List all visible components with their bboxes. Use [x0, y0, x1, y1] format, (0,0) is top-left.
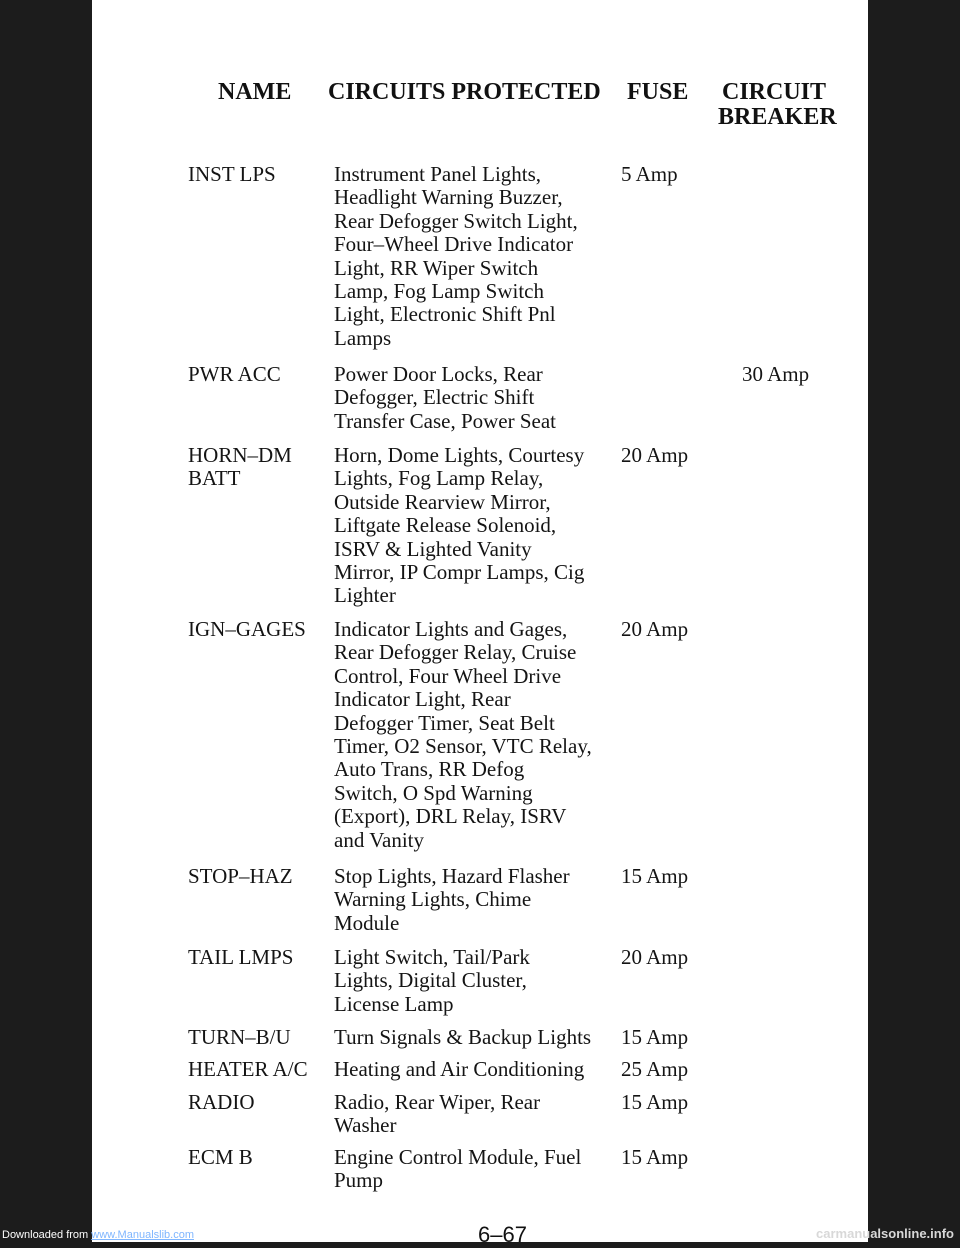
- row-circuits-protected: [334, 1091, 608, 1138]
- header-circuit-breaker-line1: CIRCUIT: [721, 79, 826, 105]
- row-circuits-protected: [334, 1146, 608, 1193]
- footer-suffix: manuals search engine: [197, 1229, 311, 1241]
- row-circuits-line: Defogger Timer, Seat Belt: [334, 710, 555, 735]
- row-name: [188, 1058, 328, 1081]
- row-circuits-protected: [334, 1026, 608, 1049]
- row-fuse: 20 Amp: [621, 443, 689, 467]
- row-name: [188, 444, 328, 491]
- footer-prefix: Downloaded from: [2, 1229, 89, 1241]
- row-circuits-line: Light, Electronic Shift Pnl: [334, 302, 556, 327]
- row-circuits-line: Headlight Warning Buzzer,: [334, 185, 563, 210]
- row-circuits-line: Rear Defogger Switch Light,: [334, 208, 578, 233]
- row-name-line: HORN–DM: [188, 443, 292, 467]
- row-circuits-protected: [334, 363, 608, 433]
- row-circuits-line: ISRV & Lighted Vanity: [334, 536, 532, 561]
- row-circuits-line: Warning Lights, Chime: [334, 887, 532, 912]
- row-name-line: TURN–B/U: [188, 1025, 291, 1049]
- row-circuits-line: Control, Four Wheel Drive: [334, 663, 562, 688]
- row-circuits-line: Radio, Rear Wiper, Rear: [334, 1090, 541, 1114]
- row-circuits-line: Lights, Fog Lamp Relay,: [334, 466, 544, 491]
- row-name: [188, 363, 328, 386]
- row-circuits-line: Light, RR Wiper Switch: [334, 255, 539, 280]
- row-circuits-protected: [334, 1058, 608, 1081]
- row-name: [188, 946, 328, 969]
- row-circuits-protected: [334, 865, 608, 935]
- row-fuse: 20 Amp: [621, 945, 689, 969]
- row-fuse: 25 Amp: [621, 1057, 689, 1081]
- row-circuits-line: Engine Control Module, Fuel: [334, 1145, 582, 1169]
- row-circuits-protected: [334, 946, 608, 1016]
- row-circuits-line: Heating and Air Conditioning: [334, 1057, 585, 1081]
- row-circuits-line: Transfer Case, Power Seat: [334, 408, 557, 433]
- row-circuits-line: Lights, Digital Cluster,: [334, 968, 527, 993]
- row-name: [188, 1146, 328, 1169]
- download-footer: [2, 1229, 311, 1241]
- row-circuits-line: Auto Trans, RR Defog: [334, 757, 525, 782]
- row-circuits-line: Mirror, IP Compr Lamps, Cig: [334, 560, 585, 585]
- row-name: [188, 618, 328, 641]
- row-name-line: IGN–GAGES: [188, 617, 306, 641]
- row-fuse: 15 Amp: [621, 864, 689, 888]
- row-circuits-line: License Lamp: [334, 991, 454, 1016]
- row-circuits-line: Pump: [334, 1168, 384, 1193]
- row-circuits-line: (Export), DRL Relay, ISRV: [334, 804, 567, 829]
- row-name-line: INST LPS: [188, 162, 276, 186]
- row-circuits-line: Power Door Locks, Rear: [334, 362, 543, 386]
- row-circuits-line: Liftgate Release Solenoid,: [334, 513, 557, 538]
- row-name-line: STOP–HAZ: [188, 864, 293, 888]
- row-circuits-protected: [334, 163, 608, 350]
- row-circuits-protected: [334, 444, 608, 608]
- header-fuse: FUSE: [627, 79, 689, 105]
- header-circuit-breaker-line2: BREAKER: [718, 104, 837, 130]
- row-circuits-line: Outside Rearview Mirror,: [334, 489, 551, 514]
- row-circuits-line: Lamps: [334, 325, 392, 350]
- row-name-line: TAIL LMPS: [188, 945, 294, 969]
- watermark: carmanualsonline.info: [816, 1226, 954, 1241]
- row-circuits-line: and Vanity: [334, 827, 425, 852]
- row-name: [188, 1026, 328, 1049]
- row-circuits-line: Indicator Light, Rear: [334, 687, 511, 712]
- row-circuits-line: Turn Signals & Backup Lights: [334, 1025, 592, 1049]
- row-circuits-line: Module: [334, 910, 400, 935]
- row-name: [188, 865, 328, 888]
- row-circuits-line: Stop Lights, Hazard Flasher: [334, 864, 570, 888]
- row-circuit-breaker: 30 Amp: [742, 362, 810, 386]
- row-fuse: 15 Amp: [621, 1145, 689, 1169]
- row-name-line: PWR ACC: [188, 362, 281, 386]
- row-circuits-line: Switch, O Spd Warning: [334, 780, 533, 805]
- header-circuit-breaker: [718, 79, 837, 130]
- row-fuse: 15 Amp: [621, 1025, 689, 1049]
- row-circuits-line: Defogger, Electric Shift: [334, 385, 535, 410]
- row-circuits-line: Instrument Panel Lights,: [334, 162, 542, 186]
- row-name-line: ECM B: [188, 1145, 253, 1169]
- row-circuits-line: Washer: [334, 1113, 397, 1138]
- row-circuits-line: Indicator Lights and Gages,: [334, 617, 568, 641]
- row-fuse: 15 Amp: [621, 1090, 689, 1114]
- row-circuits-line: Lamp, Fog Lamp Switch: [334, 279, 544, 304]
- row-name: [188, 163, 328, 186]
- row-circuits-line: Horn, Dome Lights, Courtesy: [334, 443, 585, 467]
- row-circuits-line: Light Switch, Tail/Park: [334, 945, 530, 969]
- row-circuits-protected: [334, 618, 608, 852]
- row-circuits-line: Rear Defogger Relay, Cruise: [334, 640, 577, 665]
- page-number: 6–67: [478, 1222, 527, 1247]
- header-circuits-protected: CIRCUITS PROTECTED: [328, 79, 601, 105]
- header-name: NAME: [218, 79, 292, 105]
- row-name-line: HEATER A/C: [188, 1057, 308, 1081]
- row-fuse: 5 Amp: [621, 162, 678, 186]
- row-circuits-line: Four–Wheel Drive Indicator: [334, 232, 574, 257]
- row-circuits-line: Timer, O2 Sensor, VTC Relay,: [334, 734, 592, 759]
- row-name-line: RADIO: [188, 1090, 255, 1114]
- manualslib-link[interactable]: www.Manualslib.com: [91, 1229, 194, 1241]
- row-name-line: BATT: [188, 466, 241, 491]
- row-name: [188, 1091, 328, 1114]
- row-circuits-line: Lighter: [334, 583, 396, 608]
- row-fuse: 20 Amp: [621, 617, 689, 641]
